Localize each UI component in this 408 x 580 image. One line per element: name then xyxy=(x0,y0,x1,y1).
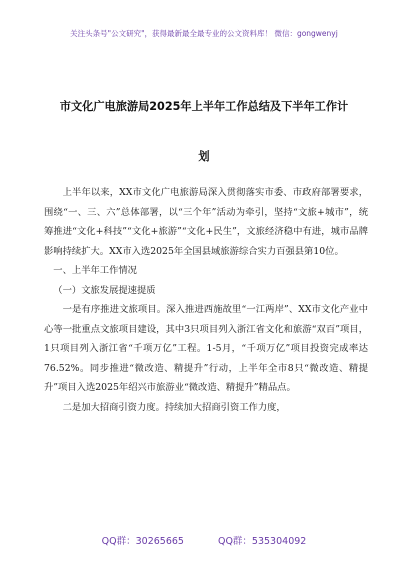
section-heading: 一、上半年工作情况 xyxy=(53,265,137,276)
subsection-heading: （一）文旅发展提速提质 xyxy=(53,284,156,296)
header-banner: 关注头条号"公文研究"，获得最新最全最专业的公文资料库！ 微信：gongwenyj xyxy=(70,29,338,38)
footer-qq-group-1: QQ群：30265665 xyxy=(101,536,184,547)
body-paragraph: 一是有序推进文旅项目。深入推进西施故里“一江两岸”、XX市文化产业中心等一批重点文旅项目建设，其中3只项目列入浙江省文化和旅游“双百”项目，1只项目列入浙江省“千项万亿”工程。1-5月，“千项万亿”项目投资完成率达76.52%。同步推进“微改造、精提升”行动，上半年全市8只“微改造、精提升”项目入选2025年绍兴市旅游业“微改造、精提升”精品点。 xyxy=(44,304,368,393)
body-paragraph-partial: 二是加大招商引资力度。持续加大招商引资工作力度， xyxy=(62,401,286,413)
document-title-line-2: 划 xyxy=(198,150,210,163)
intro-paragraph: 上半年以来，XX市文化广电旅游局深入贯彻落实市委、市政府部署要求，围绕“一、三、六”总体部署，以“三个年”活动为牵引，坚持“文旅+城市”，统筹推进“文化+科技”“文化+旅游”“文化+民生”，文旅经济稳中有进，城市品牌影响持续扩大。XX市入选2025年全国县域旅游综合实力百强县第10位。 xyxy=(44,187,368,257)
document-body xyxy=(44,183,368,417)
document-title-line-1: 市文化广电旅游局2025年上半年工作总结及下半年工作计 xyxy=(59,100,349,113)
footer-contact xyxy=(0,533,408,547)
footer-qq-group-2: QQ群：535304092 xyxy=(217,536,307,547)
